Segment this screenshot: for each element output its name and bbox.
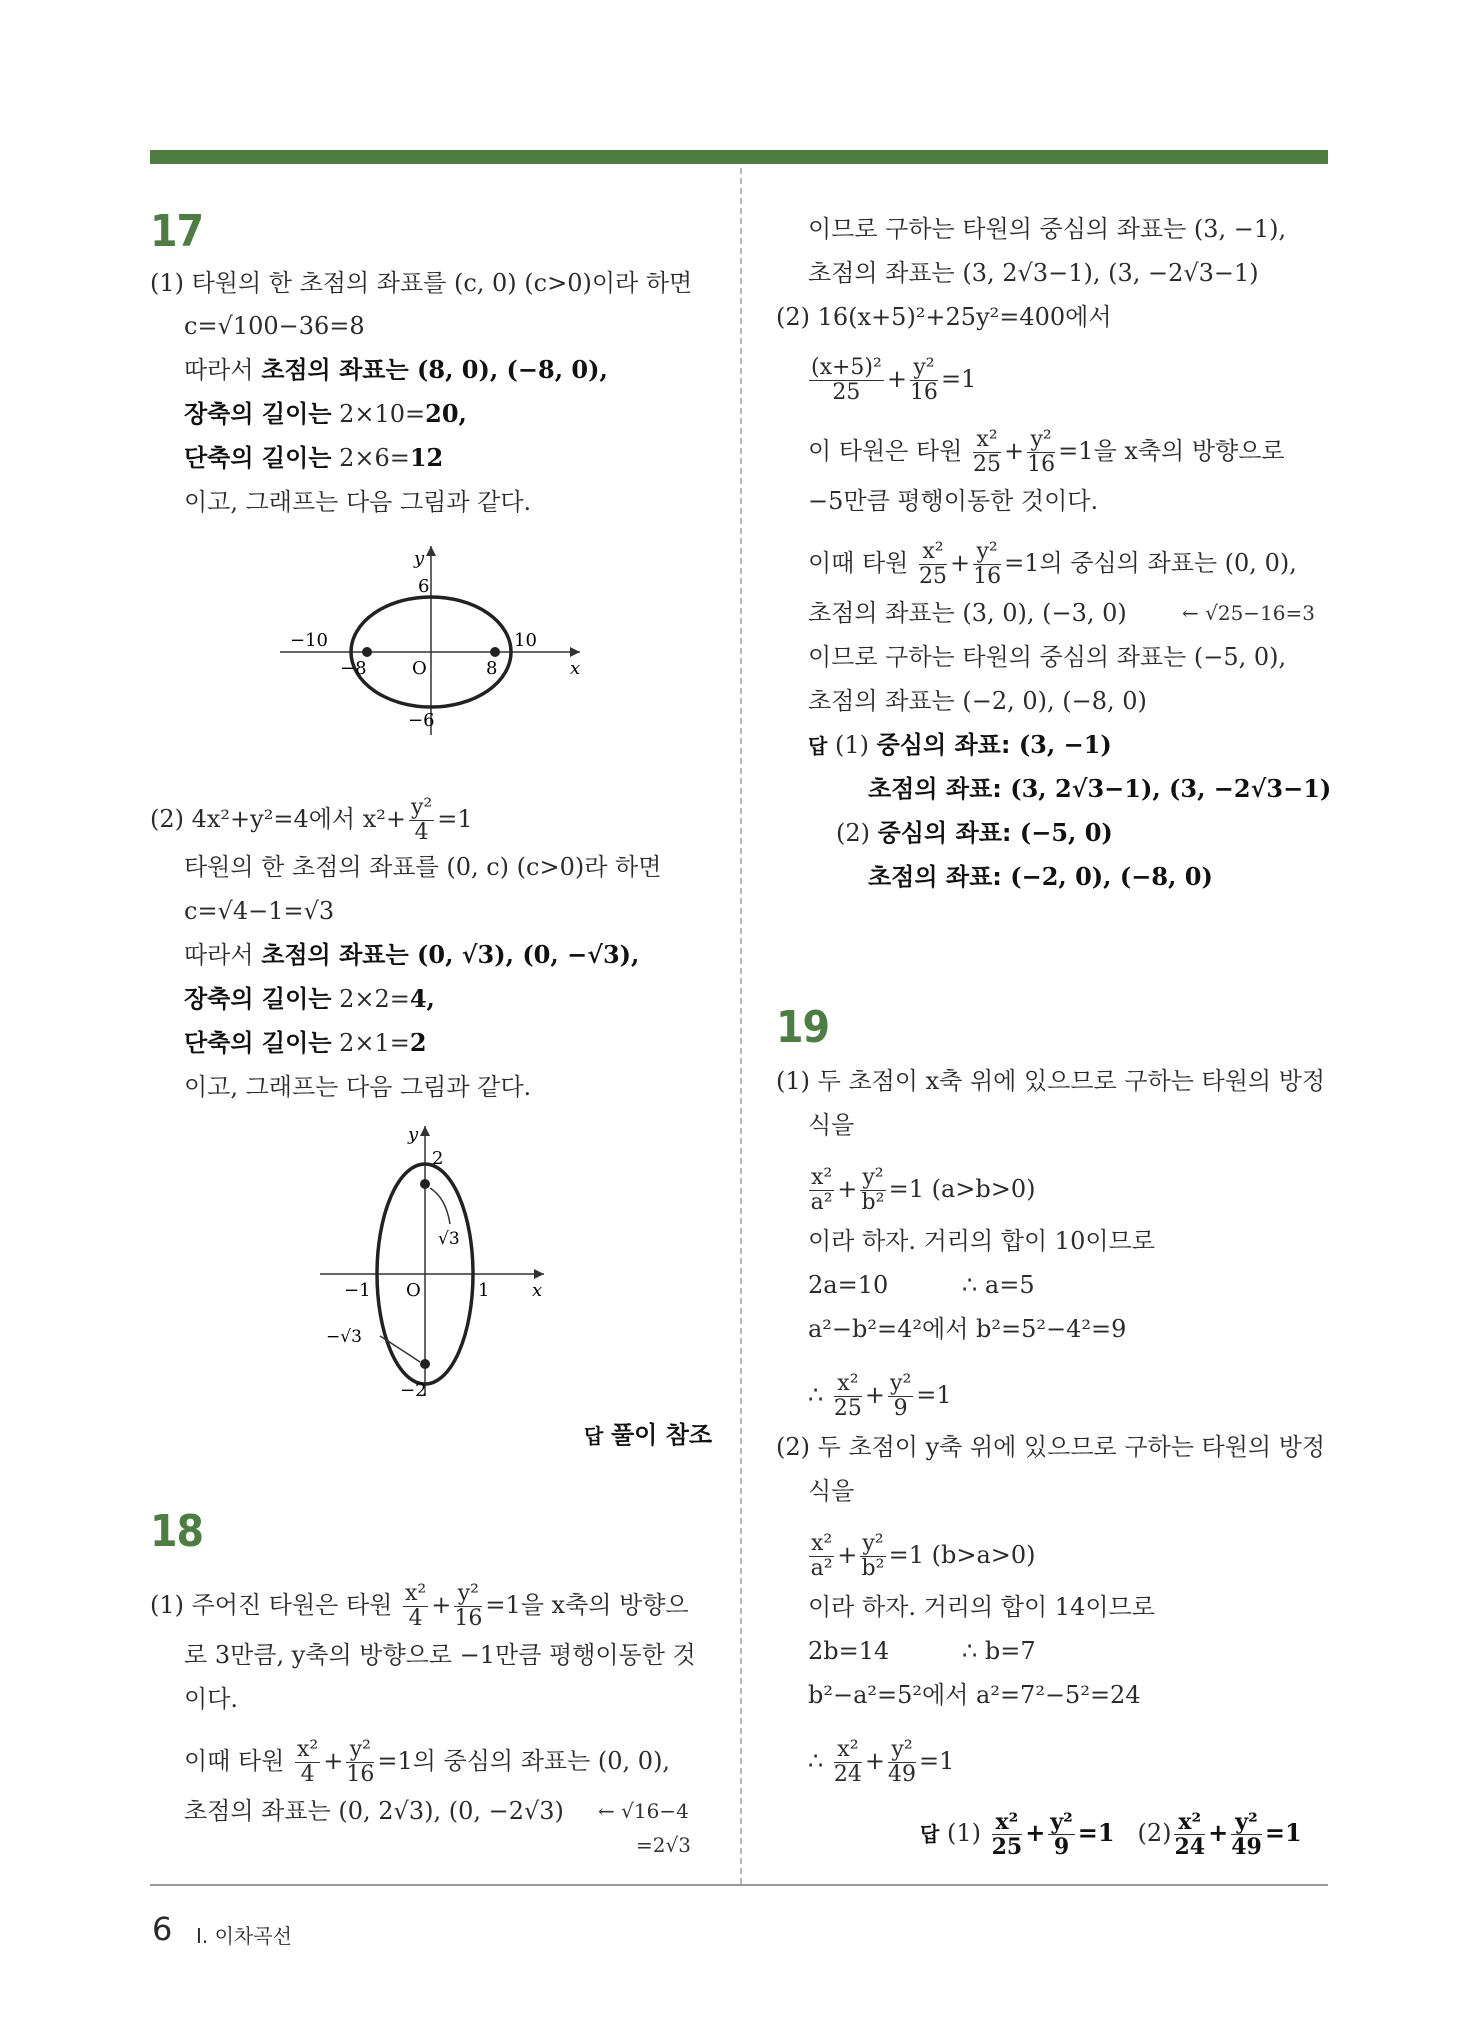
p19-answer: 답 (1) $\frac{\text{x²}}{25}$ + $\frac{\text{y²}}{9}$ =1 (2) $\frac{\text{x²}}{24}$ + $\frac{\text{y²}}{49}$ =1 <box>920 1809 1302 1860</box>
p17-line4: 장축의 길이는 2×10=20, <box>184 399 467 428</box>
p17-line3: 따라서 초점의 좌표는 (8, 0), (−8, 0), <box>184 355 608 384</box>
p18-right-line7: 이때 타원 $\frac{\text{x²}}{25}$ + $\frac{\text{y²}}{16}$ =1의 중심의 좌표는 (0, 0), <box>808 539 1297 589</box>
problem-number-19: 19 <box>776 1002 830 1053</box>
p19-part2-line6: b²−a²=5²에서 a²=7²−5²=24 <box>808 1681 1141 1709</box>
p17-part2-line3: c=√4−1=√3 <box>184 897 335 925</box>
p18-note1: ← √16−4 <box>598 1799 689 1823</box>
tick-top: 2 <box>432 1148 444 1169</box>
x-axis-arrow <box>570 647 580 657</box>
p18-answer-2: 초점의 좌표: (3, 2√3−1), (3, −2√3−1) <box>868 774 1332 803</box>
focus-bottom <box>420 1359 430 1369</box>
p18-right-line8: 초점의 좌표는 (3, 0), (−3, 0) <box>808 599 1127 627</box>
tick-bottom: −6 <box>408 710 435 731</box>
tick-right: 1 <box>478 1280 490 1301</box>
p18-right-line3: (2) 16(x+5)²+25y²=400에서 <box>776 303 1112 331</box>
p19-line7: ∴ $\frac{\text{x²}}{25}$ + $\frac{\text{y²}}{9}$ =1 <box>808 1371 952 1421</box>
sqrt3-label: √3 <box>438 1229 460 1249</box>
p17-part2-line2: 타원의 한 초점의 좌표를 (0, c) (c>0)라 하면 <box>184 853 662 881</box>
p19-part2-line5: 2b=14 <box>808 1637 890 1665</box>
problem-number-17: 17 <box>150 206 204 257</box>
tick-left: −10 <box>290 630 328 651</box>
ellipse-graph-1 <box>270 540 590 740</box>
p19-part2-line4: 이라 하자. 거리의 합이 14이므로 <box>808 1593 1155 1621</box>
p18-right-line5: 이 타원은 타원 $\frac{\text{x²}}{25}$ + $\frac{\text{y²}}{16}$ =1을 x축의 방향으로 <box>808 427 1285 477</box>
x-axis-arrow <box>534 1269 544 1279</box>
p19-part2-line7: ∴ $\frac{\text{x²}}{24}$ + $\frac{\text{y²}}{49}$ =1 <box>808 1737 955 1787</box>
p17-line2: c=√100−36=8 <box>184 312 365 340</box>
p18-line2: 로 3만큼, y축의 방향으로 −1만큼 평행이동한 것 <box>184 1641 696 1669</box>
p17-part2-line4: 따라서 초점의 좌표는 (0, √3), (0, −√3), <box>184 940 640 969</box>
x-label: x <box>532 1280 543 1301</box>
origin-label: O <box>412 658 427 679</box>
p17-line5: 단축의 길이는 2×6=12 <box>184 443 444 472</box>
p17-line6: 이고, 그래프는 다음 그림과 같다. <box>184 488 532 516</box>
page-number: 6 <box>152 1910 173 1948</box>
footer-rule <box>150 1884 1328 1886</box>
p19-line1: (1) 두 초점이 x축 위에 있으므로 구하는 타원의 방정 <box>776 1067 1326 1095</box>
p17-line1: (1) 타원의 한 초점의 좌표를 (c, 0) (c>0)이라 하면 <box>150 269 693 297</box>
p18-right-line10: 초점의 좌표는 (−2, 0), (−8, 0) <box>808 687 1147 715</box>
p19-part2-line2: 식을 <box>808 1477 855 1505</box>
p19-line5b: ∴ a=5 <box>962 1271 1035 1299</box>
p17-part2-line7: 이고, 그래프는 다음 그림과 같다. <box>184 1073 532 1101</box>
sqrt3-pointer <box>430 1188 450 1224</box>
focus-left <box>362 647 372 657</box>
problem-number-18: 18 <box>150 1506 204 1557</box>
header-bar <box>150 150 1328 164</box>
tick-left: −1 <box>344 1280 371 1301</box>
p18-line5: 초점의 좌표는 (0, 2√3), (0, −2√3) <box>184 1797 564 1825</box>
p19-part2-line3: $\frac{\text{x²}}{\text{a²}}$ + $\frac{\text{y²}}{\text{b²}}$ =1 (b>a>0) <box>810 1531 1036 1581</box>
p18-right-line2: 초점의 좌표는 (3, 2√3−1), (3, −2√3−1) <box>808 259 1259 287</box>
p19-line4: 이라 하자. 거리의 합이 10이므로 <box>808 1227 1155 1255</box>
p19-part2-line1: (2) 두 초점이 y축 위에 있으므로 구하는 타원의 방정 <box>776 1433 1326 1461</box>
p18-note2: =2√3 <box>636 1833 691 1857</box>
p18-right-line6: −5만큼 평행이동한 것이다. <box>808 487 1099 515</box>
p19-line6: a²−b²=4²에서 b²=5²−4²=9 <box>808 1315 1127 1343</box>
p18-answer-1: 답 (1) 중심의 좌표: (3, −1) <box>808 730 1112 759</box>
focus-label-left: −8 <box>340 658 367 679</box>
y-label: y <box>414 548 425 569</box>
focus-right <box>490 647 500 657</box>
x-label: x <box>570 658 581 679</box>
p18-line4: 이때 타원 $\frac{\text{x²}}{4}$ + $\frac{\text{y²}}{16}$ =1의 중심의 좌표는 (0, 0), <box>184 1737 671 1787</box>
tick-bottom: −2 <box>400 1380 427 1398</box>
p17-part2-line5: 장축의 길이는 2×2=4, <box>184 984 435 1013</box>
p18-right-note: ← √25−16=3 <box>1182 601 1315 625</box>
chapter-title: Ⅰ. 이차곡선 <box>196 1924 292 1948</box>
p17-part2-line1: (2) 4x²+y²=4에서 x²+ $\frac{\text{y²}}{4}$ =1 <box>150 795 473 845</box>
y-label: y <box>408 1124 419 1145</box>
focus-top <box>420 1179 430 1189</box>
tick-top: 6 <box>418 576 430 597</box>
neg-sqrt3-label: −√3 <box>326 1327 362 1347</box>
p19-line3: $\frac{\text{x²}}{\text{a²}}$ + $\frac{\text{y²}}{\text{b²}}$ =1 (a>b>0) <box>810 1165 1036 1215</box>
p17-part2-line6: 단축의 길이는 2×1=2 <box>184 1028 427 1057</box>
y-axis-arrow <box>426 546 436 556</box>
p19-line2: 식을 <box>808 1111 855 1139</box>
p18-answer-4: 초점의 좌표: (−2, 0), (−8, 0) <box>868 862 1213 891</box>
y-axis-arrow <box>420 1126 430 1136</box>
column-divider <box>740 168 742 1884</box>
p18-right-line1: 이므로 구하는 타원의 중심의 좌표는 (3, −1), <box>808 215 1287 243</box>
p18-line3: 이다. <box>184 1685 238 1713</box>
tick-right: 10 <box>514 630 537 651</box>
p17-answer: 답 풀이 참조 <box>584 1421 713 1449</box>
ellipse-graph-2 <box>310 1118 560 1398</box>
p19-line5: 2a=10 <box>808 1271 889 1299</box>
focus-label-right: 8 <box>486 658 498 679</box>
p18-answer-3: (2) 중심의 좌표: (−5, 0) <box>836 818 1113 847</box>
p18-right-line9: 이므로 구하는 타원의 중심의 좌표는 (−5, 0), <box>808 643 1287 671</box>
origin-label: O <box>406 1280 421 1301</box>
p19-part2-line5b: ∴ b=7 <box>962 1637 1036 1665</box>
p18-line1: (1) 주어진 타원은 타원 $\frac{\text{x²}}{4}$ + $\frac{\text{y²}}{16}$ =1을 x축의 방향으 <box>150 1581 689 1631</box>
p18-right-line4: $\frac{\text{(x+5)²}}{25}$ + $\frac{\text{y²}}{16}$ =1 <box>811 355 977 405</box>
neg-sqrt3-pointer <box>380 1336 420 1362</box>
